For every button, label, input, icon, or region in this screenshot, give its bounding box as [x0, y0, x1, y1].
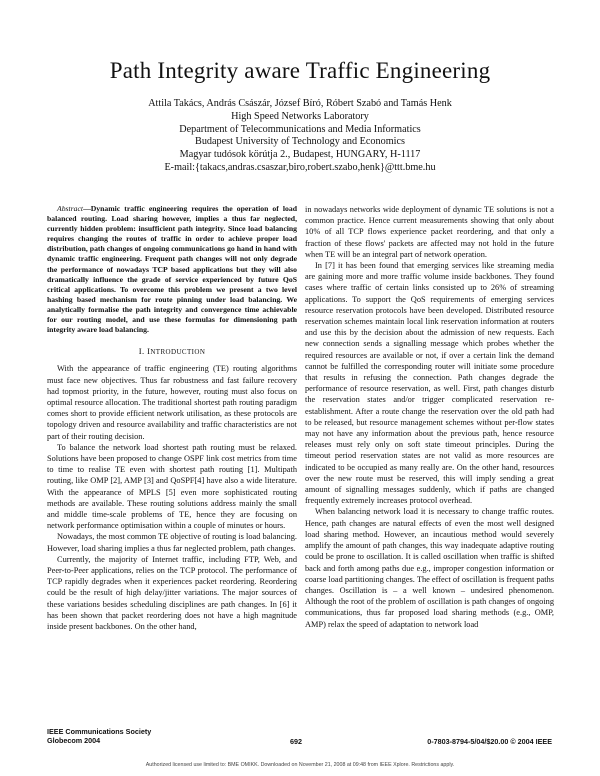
footer-conference: Globecom 2004 — [47, 735, 101, 745]
page-number: 692 — [290, 737, 302, 746]
footer-isbn: 0-7803-8794-5/04/$20.00 © 2004 IEEE — [427, 737, 552, 746]
section-title-first-letter: I — [147, 346, 151, 357]
paragraph: Nowadays, the most common TE objective of routing is load balancing. However, load sharing implies a thus far neglected problem, path changes. — [47, 532, 297, 553]
author-names: Attila Takács, András Császár, József Bíró, Róbert Szabó and Tamás Henk — [148, 98, 452, 109]
author-email: E-mail:{takacs,andras.csaszar,biro,robert.szabo,henk}@ttt.bme.hu — [164, 161, 436, 173]
section-heading-introduction — [47, 346, 297, 358]
footer-venue — [47, 728, 151, 745]
paragraph: When balancing network load it is necessary to change traffic routes. Hence, path changes are natural effects of even the most well designed load sharing method. However, an incautious method would severely amplify the amount of path changes, this way inadequate adaptive routing could be prone to oscillation. It is called oscillation when traffic is shifted back and forth among paths due e.g., improper congestion information or coarse load partitioning changes. The effect of oscillation is frequent paths changes. Oscillation is – a well known – undesired phenomenon. Although the root of the problem of oscillation is path changes of ongoing communications, thus far proposed load sharing methods (e.g., OMP, AMP) relax the speed of adaptation to network load — [305, 507, 554, 629]
paragraph: With the appearance of traffic engineering (TE) routing algorithms must face new objectives. Thus far robustness and fast failure recovery had topmost priority, in the future, however, routing must also focus on optimal resource allocation. The traditional shortest path routing paradigm comes short to provide efficient network utilisation, as these protocols are topology driven and resource availability and traffic characteristics are not part of their routing decision. — [47, 364, 297, 441]
author-address: Magyar tudósok körútja 2., Budapest, HUNGARY, H-1117 — [179, 149, 421, 161]
paragraph: Currently, the majority of Internet traffic, including FTP, Web, and Peer-to-Peer applications, relies on the TCP protocol. The performance of TCP rapidly degrades when it experiences packet reordering. Reordering could be the result of high delay/jitter variations. The major sources of these variations besides scheduling disciplines are path changes. In [6] it has been shown that packet reordering does not have a high magnitude inside present backbones. On the other hand, — [47, 554, 297, 632]
section-title-rest: NTRODUCTION — [150, 348, 206, 357]
author-department: Department of Telecommunications and Media Informatics — [179, 123, 421, 135]
paragraph: In [7] it has been found that emerging services like streaming media are gaining more and more traffic volume inside backbones. They found cases where traffic of certain links consisted up to 26% of streaming applications. To support the QoS requirements of emerging services resource reservation protocols have been developed. Distributed resource reservation schemes maintain local link reservation information at routers and use this by the decision about the admission of new requests. Each new connection sends a signalling message which probes whether the required resources are available or not, if over a certain link the demand cannot be fulfilled the corresponding router will initiate some procedure that results in refusing the connection. Path changes degrade the performance of resource reservation, as well. First, path changes disturb the reservation states and/or trigger complicated reservation re-establishment. After a route change the reservation over the old path had to be released, but resource management schemes without per-flow states may not have any information about the previous path, hence resource releases must rely only on soft state timeout principles. During the timeout period reservation states are not valid as more resources are indicated to be occupied as many really are. On the other hand, resources over the new route must be reserved, this will imply sending a great amount of signalling messages suddenly, which if paths are changed frequently extremely increases protocol overhead. — [305, 261, 554, 506]
paper-title: Path Integrity aware Traffic Engineering — [109, 58, 491, 83]
license-notice: Authorized licensed use limited to: BME OMIKK. Downloaded on November 21, 2008 at 09:48 from IEEE Xplore. Restrictions apply. — [145, 762, 455, 768]
left-column — [47, 204, 297, 632]
right-column — [305, 204, 554, 630]
paragraph: To balance the network load shortest path routing must be relaxed. Solutions have been proposed to change OSPF link cost metrics from time to time to realise TE even with shortest path routing [1]. Multipath routing, like OMP [2], AMP [3] and QoSPF[4] have also a wide literature. With the appearance of MPLS [5] even more sophisticated routing methods are available. These routing solutions address mainly the small and middle time-scale problems of TE, hence they are focusing on network performance optimisation within a couple of minutes or hours. — [47, 442, 297, 531]
abstract-label: Abstract — [57, 204, 84, 213]
author-university: Budapest University of Technology and Economics — [195, 136, 405, 148]
footer-society: IEEE Communications Society — [47, 727, 152, 736]
abstract-text: —Dynamic traffic engineering requires the operation of load balanced routing. Load sharing however, implies a thus far neglected, currently hidden problem: insufficient path integrity. Since load balancing requires changing the routes of traffic in order to achieve proper load distribution, path changes of ongoing communications go hand in hand with dynamic traffic engineering. Frequent path changes will not only degrade the performance of nowadays TCP based applications but they will also dramatically influence the grade of service experienced by future QoS critical applications. To overcome this problem we present a two level hashing based mechanism for route pinning under load balancing. We analytically formalise the path integrity and convergence time achievable for our routing model, and use these formulas for dimensioning path integrity aware load balancing. — [47, 204, 297, 335]
section-number: I. — [138, 346, 145, 357]
abstract — [47, 204, 297, 335]
author-lab: High Speed Networks Laboratory — [231, 110, 369, 122]
author-block — [0, 98, 600, 175]
paragraph: in nowadays networks wide deployment of dynamic TE solutions is not a common practice. Hence current measurements showing that only about 10% of all TCP flows experience packet reordering, and that only a fraction of these flows' packets are affected may not hold in the future when TE will be an integral part of network operation. — [305, 205, 554, 259]
